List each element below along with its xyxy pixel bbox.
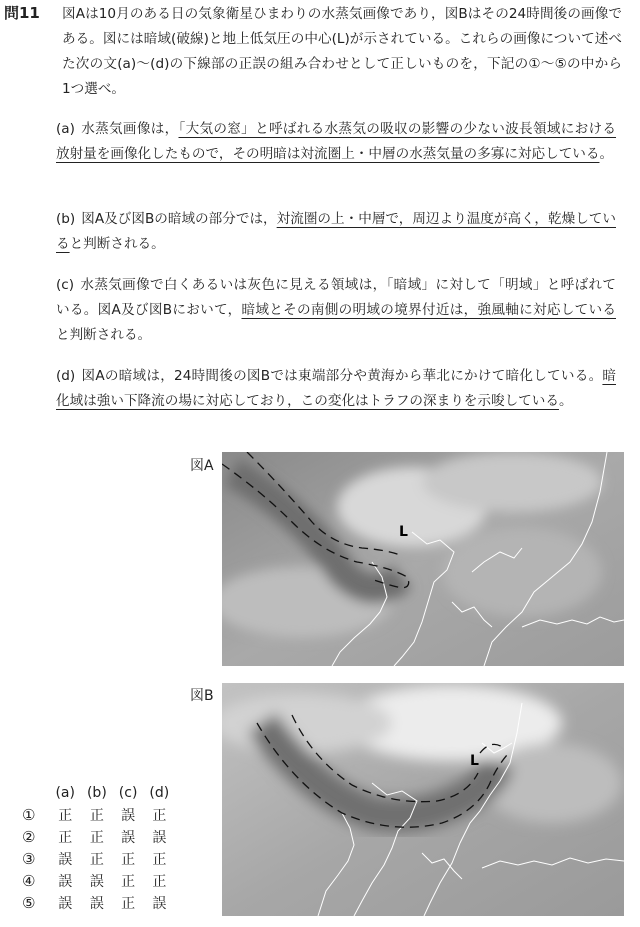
underlined-text: 暗域とその南側の明域の境界付近は，強風軸に対応している <box>241 302 616 318</box>
answer-cell: 正 <box>89 852 104 868</box>
answer-cell: 誤 <box>58 896 73 912</box>
answer-cell: 正 <box>89 808 104 824</box>
choice-number: ④ <box>22 872 36 890</box>
low-pressure-marker-b: L <box>470 753 479 769</box>
question-number: 問11 <box>4 4 40 22</box>
statement-c <box>56 273 616 348</box>
figure-b-image <box>222 683 624 916</box>
choice-number: ② <box>22 828 36 846</box>
choice-number: ⑤ <box>22 894 36 912</box>
question-intro: 図Aは10月のある日の気象衛星ひまわりの水蒸気画像であり，図Bはその24時間後の画像である。図には暗域(破線)と地上低気圧の中心(L)が示されている。これらの画像について述べた次の文(a)～(d)の下線部の正誤の組み合わせとして正しいものを，下記の①～⑤の中から1つ選べ。 <box>62 6 622 97</box>
answer-cell: 誤 <box>152 896 167 912</box>
answer-cell: 正 <box>121 896 136 912</box>
answer-table-header <box>16 782 175 804</box>
statement-text: と判断される。 <box>56 327 152 343</box>
answer-cell: 正 <box>152 852 167 868</box>
statement-d <box>56 364 616 414</box>
header-b: (b) <box>86 785 107 801</box>
statement-text: と判断される。 <box>69 236 165 252</box>
answer-cell: 誤 <box>89 874 104 890</box>
header-a: (a) <box>55 785 75 801</box>
statement-tag: (a) <box>56 121 75 137</box>
statement-text: 水蒸気画像で白くあるいは灰色に見える領域は，「暗域」に対して「明域」と呼ばれている。図A及び図Bにおいて， <box>56 277 616 318</box>
answer-cell: 誤 <box>58 874 73 890</box>
answer-row <box>16 892 175 914</box>
figure-a-image <box>222 452 624 666</box>
statement-text: 図A及び図Bの暗域の部分では， <box>81 211 277 227</box>
statement-tag: (b) <box>56 211 76 227</box>
answer-cell: 正 <box>121 852 136 868</box>
figure-b-label: 図B <box>190 688 214 704</box>
answer-cell: 誤 <box>58 852 73 868</box>
underlined-text: 「大気の窓」と呼ばれる水蒸気の吸収の影響の少ない波長領域における放射量を画像化したもので，その明暗は対流圏上・中層の水蒸気量の多寡に対応している <box>56 121 617 162</box>
statement-text: 図Aの暗域は，24時間後の図Bでは東端部分や黄海から華北にかけて暗化している。 <box>81 368 603 384</box>
answer-cell: 正 <box>121 874 136 890</box>
answer-cell: 誤 <box>121 808 136 824</box>
statement-a <box>56 117 616 167</box>
answer-row <box>16 848 175 870</box>
underlined-text: 暗化域は強い下降流の場に対応しており，この変化はトラフの深まりを示唆している <box>56 368 616 409</box>
answer-table <box>16 782 175 914</box>
statement-text: 水蒸気画像は， <box>80 121 179 137</box>
header-c: (c) <box>118 785 138 801</box>
underlined-text: 対流圏の上・中層で，周辺より温度が高く，乾燥している <box>56 211 616 252</box>
answer-cell: 誤 <box>152 830 167 846</box>
low-pressure-marker-a: L <box>399 524 408 540</box>
answer-row <box>16 870 175 892</box>
answer-cell: 誤 <box>89 896 104 912</box>
answer-cell: 正 <box>58 830 73 846</box>
answer-cell: 誤 <box>121 830 136 846</box>
answer-row <box>16 804 175 826</box>
choice-number: ③ <box>22 850 36 868</box>
choice-number: ① <box>22 806 36 824</box>
answer-cell: 正 <box>89 830 104 846</box>
answer-row <box>16 826 175 848</box>
answer-cell: 正 <box>58 808 73 824</box>
statement-text: 。 <box>599 146 614 162</box>
statement-tag: (c) <box>56 277 75 293</box>
figure-a-label: 図A <box>190 458 214 474</box>
answer-cell: 正 <box>152 874 167 890</box>
header-d: (d) <box>149 785 170 801</box>
statement-tag: (d) <box>56 368 76 384</box>
statement-b <box>56 207 616 257</box>
statement-text: 。 <box>558 393 573 409</box>
answer-cell: 正 <box>152 808 167 824</box>
